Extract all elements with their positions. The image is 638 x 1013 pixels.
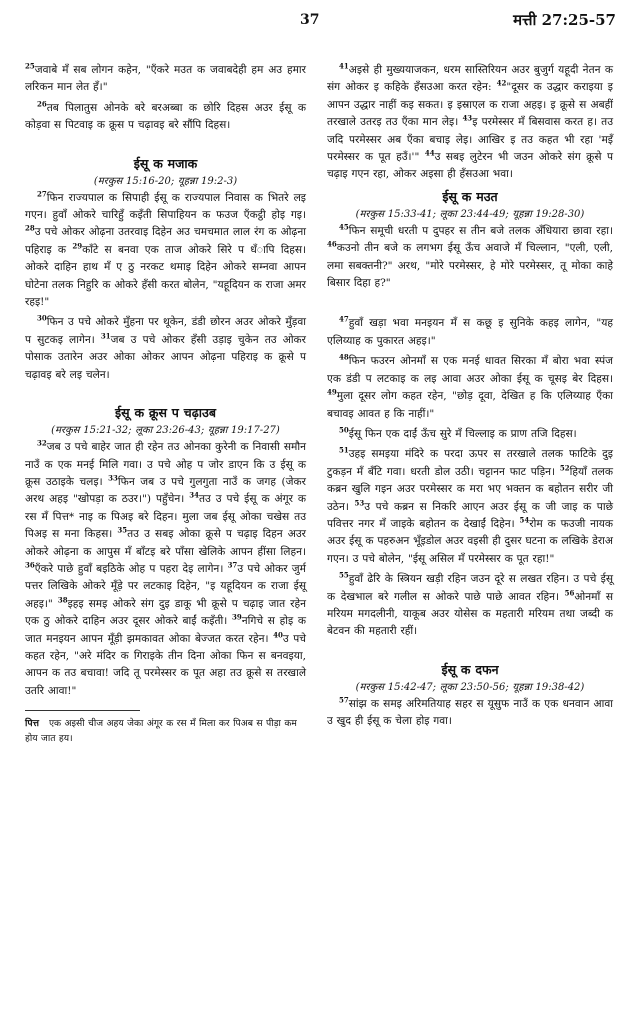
verse-paragraph bbox=[25, 314, 306, 384]
verse-text: उ सबइ लुटेरन भी जउन ओकरे संग क्रूसे प चढ़ाइ गएन रहा, ओकर अइसा ही हँसउआ भवा। bbox=[327, 151, 613, 181]
verse-number: 30 bbox=[37, 313, 47, 323]
verse-text: सांझ क समइ अरिमतियाह सहर स यूसुफ नाउँ क एक धनवान आवा उ खुद ही ईसू क चेला होइ गवा। bbox=[327, 697, 613, 728]
verse-number: 27 bbox=[37, 189, 47, 199]
verse-text: एँकरे पाछे हुवाँ बइठिके ओह प पहरा देइ लागेन। bbox=[34, 562, 224, 575]
verse-text: फिन फउरन ओनमाँ स एक मनई धावत सिरका मँ बोरा भवा स्पंज एक डंडी प लटकाइ क लइ आवा अउर ओका ईसू क चूसइ बेर दिहस। bbox=[327, 355, 613, 385]
verse-text: जवाबे मँ सब लोगन कहेन, "एँकरे मउत क जवाबदेही हम अउ हमार लरिकन मान लेत हँ।" bbox=[25, 64, 306, 94]
verse-paragraph bbox=[25, 100, 306, 135]
verse-text: तउ उ पचे ईसू क अंगूर क रस मँ पित्त* नाइ क पिअइ बरे दिहन। मुला जब ईसू ओका चखेस तउ पिअइ स मना किहस। bbox=[25, 493, 307, 541]
verse-number: 36 bbox=[25, 560, 35, 570]
verse-paragraph bbox=[25, 439, 306, 700]
left-column bbox=[25, 62, 306, 746]
verse-text: हुवाँ खड़ा भवा मनइयन मँ स कछू इ सुनिके कहइ लागेन, "यह एलिय्याह क पुकारत अहइ।" bbox=[327, 317, 613, 347]
verse-text: उहइ समइया मंदिरे क परदा ऊपर स तरखाले तलक फाटिके दुइ टुकड़न मँ बँटि गवा। धरती डोल उठी। चट्टानन फाट पड़िन। bbox=[327, 448, 613, 478]
footnote bbox=[25, 716, 306, 746]
cross-reference: (मरकुस 15:33-41; लूका 23:44-49; यूहन्ना 19:28-30) bbox=[355, 208, 585, 220]
verse-number: 54 bbox=[519, 515, 530, 525]
verse-text: उ पचे ओकर जुर्म पत्तर लिखिके ओकरे मूँड़े पर लटकाइ दिहेन, "इ यहूदियन क राजा ईसू अहइ।" bbox=[25, 562, 307, 610]
verse-text: काँटे स बनवा एक ताज ओकरे सिरे प धँापि दिहस। ओकरे दाहिन हाथ मँ ए ठु नरकट थमाइ दिहेन ओकरे सम्नवा आपन घोटेना तलक निहुरि क ओकरे हँसी करत बोलेन, "यहूदियन क राजा अमर रहइ!" bbox=[25, 243, 306, 309]
verse-text: तब पिलातुस ओनके बरे बरअब्बा क छोरि दिहस अउर ईसू क कोड़वा स पिटवाइ क क्रूस प चढ़ावइ बरे सौंपि दिहस। bbox=[25, 101, 306, 132]
verse-paragraph bbox=[327, 62, 613, 184]
verse-text: उ पचे कहत रहेन, "अरे मंदिर क गिराइके तीन दिना ओका फिन स बनवइया, आपन क तउ बचावा! जदि तू परमेस्सर क पूत अहा तउ क्रूसे स तरखाले उतरि आवा!" bbox=[25, 632, 306, 697]
page-number: 37 bbox=[300, 12, 320, 28]
verse-number: 35 bbox=[117, 525, 128, 535]
verse-text: फिन समूची धरती प दुपहर स तीन बजे तलक अँधियारा छावा रहा। bbox=[348, 224, 613, 237]
verse-number: 28 bbox=[25, 223, 35, 233]
verse-text: कउनो तीन बजे क लगभग ईसू ऊँच अवाजे मँ चिल्लान, "एली, एली, लमा सबक्तनी?" अरथ, "मोरे परमेस्सर, हे मोरे परमेस्सर, तू मोका काहे बिसार दिहा ह?" bbox=[327, 242, 613, 290]
verse-number: 50 bbox=[339, 425, 349, 435]
verse-number: 52 bbox=[559, 463, 570, 473]
verse-paragraph bbox=[327, 696, 613, 731]
verse-number: 39 bbox=[232, 612, 242, 622]
verse-number: 42 bbox=[496, 78, 507, 88]
section-heading: ईसू क क्रूस प चढ़ाउब bbox=[115, 405, 216, 421]
section-heading: ईसू क दफन bbox=[441, 661, 499, 677]
verse-paragraph bbox=[327, 315, 613, 350]
verse-paragraph bbox=[327, 223, 613, 293]
verse-paragraph bbox=[25, 190, 306, 312]
verse-number: 34 bbox=[189, 490, 199, 500]
verse-number: 46 bbox=[327, 239, 337, 249]
verse-number: 49 bbox=[327, 387, 337, 397]
verse-text: हुवाँ ढेरि के स्त्रियन खड़ी रहिन जउन दूरे स लखत रहिन। उ पचे ईसू क देखभाल बरे गलील स ओकरे पाछे पाछे आवत रहिन। bbox=[327, 573, 613, 603]
verse-number: 55 bbox=[339, 570, 349, 580]
verse-number: 51 bbox=[339, 445, 349, 455]
verse-number: 33 bbox=[108, 473, 118, 483]
verse-number: 57 bbox=[339, 695, 349, 705]
verse-number: 47 bbox=[339, 314, 349, 324]
verse-paragraph bbox=[327, 446, 613, 568]
verse-number: 37 bbox=[227, 560, 238, 570]
footnote-term: पित्त bbox=[25, 718, 39, 730]
verse-text: उ पचे कब्रन स निकरि आएन अउर ईसू क जी जाइ क पाछे पवित्तर नगर मँ जाइके बहोतन क देखाईं दिहेन। bbox=[327, 500, 613, 530]
verse-text: इ परमेस्सर मँ बिसवास करत ह। तउ जदि परमेस्सर अब एँका बचाइ लेइ। आखिर इ तउ कहत भी रहा 'मइँ परमेस्सर क पूत हउँ।'" bbox=[327, 116, 614, 164]
verse-paragraph bbox=[327, 353, 613, 423]
page-header bbox=[0, 6, 638, 34]
verse-paragraph bbox=[327, 426, 613, 443]
verse-text: "दूसर क उद्धार कराइया इ आपन उद्धार नाहीं कइ सकत। इ इस्राएल क राजा अहइ। इ क्रूसे स अबहीं तरखाले उतरइ तउ एँका मान लेइ। bbox=[327, 81, 614, 129]
verse-text: जब उ पचे बाहेर जात ही रहेन तउ ओनका कुरेनी क निवासी समौन नाउँ क एक मनई मिलि गवा। उ पचे ओह प जोर डाएन कि उ ईसू क क्रूस उठाइके चलइ। bbox=[25, 441, 306, 488]
verse-number: 45 bbox=[339, 222, 349, 232]
verse-text: मुला दूसर लोग कहत रहेन, "छोड़ दूवा, देखित ह कि एलिय्याह एँका बचावइ आवत ह कि नाहीं।" bbox=[327, 390, 613, 420]
verse-text: तउ उ सबइ ओका क्रूसे प चढ़ाइ दिहन अउर ओकरे ओढ़ना क आपुस मँ बाँटइ बरे पाँसा खेलिके आपन हींसा लिहन। bbox=[25, 528, 306, 558]
cross-reference: (मरकुस 15:21-32; लूका 23:26-43; यूहन्ना 19:17-27) bbox=[51, 425, 280, 437]
verse-text: हियाँ तलक कब्रन खुलि गइन अउर परमेस्सर क मरा भए भक्तन क बहोतन सरीर जी उठेन। bbox=[327, 465, 613, 513]
verse-number: 32 bbox=[37, 438, 47, 448]
verse-paragraph bbox=[327, 571, 613, 641]
verse-text: फिन उ पचे ओकरे मुँहना पर थूकेन, डंडी छोरन अउर ओकरे मुँड़वा प सुटकइ लागेन। bbox=[25, 316, 306, 346]
cross-reference: (मरकुस 15:16-20; यूहन्ना 19:2-3) bbox=[93, 175, 238, 187]
verse-number: 48 bbox=[339, 352, 349, 362]
verse-text: फिन राज्यपाल क सिपाही ईसू क राज्यपाल निवास क भितरे लइ गएन। हुवाँ ओकरे चारिहुँ कइँती सिपाहियन क फउज एँकट्ठी होइ गइ। bbox=[25, 191, 306, 222]
verse-number: 40 bbox=[273, 630, 283, 640]
verse-number: 56 bbox=[564, 588, 575, 598]
verse-text: उ पचे ओकर ओढ़ना उतरवाइ दिहेन अउ चमचमात लाल रंग क ओढ़ना पहिराइ क bbox=[25, 226, 306, 256]
paragraph-gap bbox=[327, 295, 613, 315]
verse-number: 25 bbox=[25, 61, 35, 71]
section-heading: ईसू क मउत bbox=[442, 188, 498, 204]
verse-text: रोम क फउजी नायक अउर ईसू क पहरुअन भूँइडोल अउर वइसी ही दुसर घटना क लखिके डेराअ गएन। उ पचे बोलेन, "ईसू असिल मँ परमेस्सर क पूत रहा!" bbox=[327, 517, 613, 565]
footnote-text: एक अइसी चीज अहय जेका अंगूर क रस मँ मिला कर पिअब स पीड़ा कम होय जात हय। bbox=[25, 718, 297, 745]
verse-number: 41 bbox=[339, 61, 349, 71]
footnote-divider bbox=[25, 710, 140, 711]
verse-number: 38 bbox=[57, 595, 68, 605]
verse-paragraph bbox=[25, 62, 306, 97]
verse-number: 26 bbox=[37, 99, 47, 109]
section-heading: ईसू क मजाक bbox=[133, 155, 198, 171]
verse-text: जब उ पचे ओकर हँसी उड़ाइ चुकेन तउ ओकर पोसाक उतारेन अउर ओका ओकर आपन ओढ़ना पहिराइ क क्रूसे प चढ़ावइ बरे लइ चलेन। bbox=[25, 333, 307, 381]
verse-text: इहइ समइ ओकरे संग दुइ डाकू भी क्रूसे प चढ़ाइ जात रहेन एक ठु ओकरे दाहिन अउर दूसर ओकरे बाईं कइँती। bbox=[25, 597, 306, 628]
verse-number: 44 bbox=[424, 148, 435, 158]
verse-text: अइसे ही मुख्ययाजकन, धरम सास्तिरियन अउर बुजुर्ग यहूदी नेतन क संग ओकर इ कहिके हँसउआ करत रहेन: bbox=[327, 64, 613, 94]
cross-reference: (मरकुस 15:42-47; लूका 23:50-56; यूहन्ना 19:38-42) bbox=[355, 681, 585, 693]
verse-text: ओनमाँ स मरियम मगदलीनी, याकूब अउर योसेस क महतारी मरियम तथा जब्दी क बेटवन की महतारी रहीं। bbox=[327, 590, 613, 638]
verse-number: 31 bbox=[100, 331, 111, 341]
verse-number: 53 bbox=[354, 498, 365, 507]
verse-text: ईसू फिन एक दाईं ऊँच सुरे मँ चिल्लाइ क प्राण तजि दिहस। bbox=[348, 427, 577, 440]
verse-number: 43 bbox=[462, 113, 473, 123]
verse-text: नगिचे स होइ क जात मनइयन आपन मूँड़ी झमकावत ओका बेज्जत करत रहेन। bbox=[25, 615, 306, 645]
verse-number: 29 bbox=[72, 241, 83, 251]
verse-text: फिन जब उ पचे गुलगुता नाउँ क जगह (जेकर अरथ अहइ "खोपड़ा क ठउर।") पहुँचेन। bbox=[25, 475, 306, 506]
right-column bbox=[327, 62, 613, 734]
chapter-reference: मत्ती 27:25-57 bbox=[513, 11, 616, 29]
